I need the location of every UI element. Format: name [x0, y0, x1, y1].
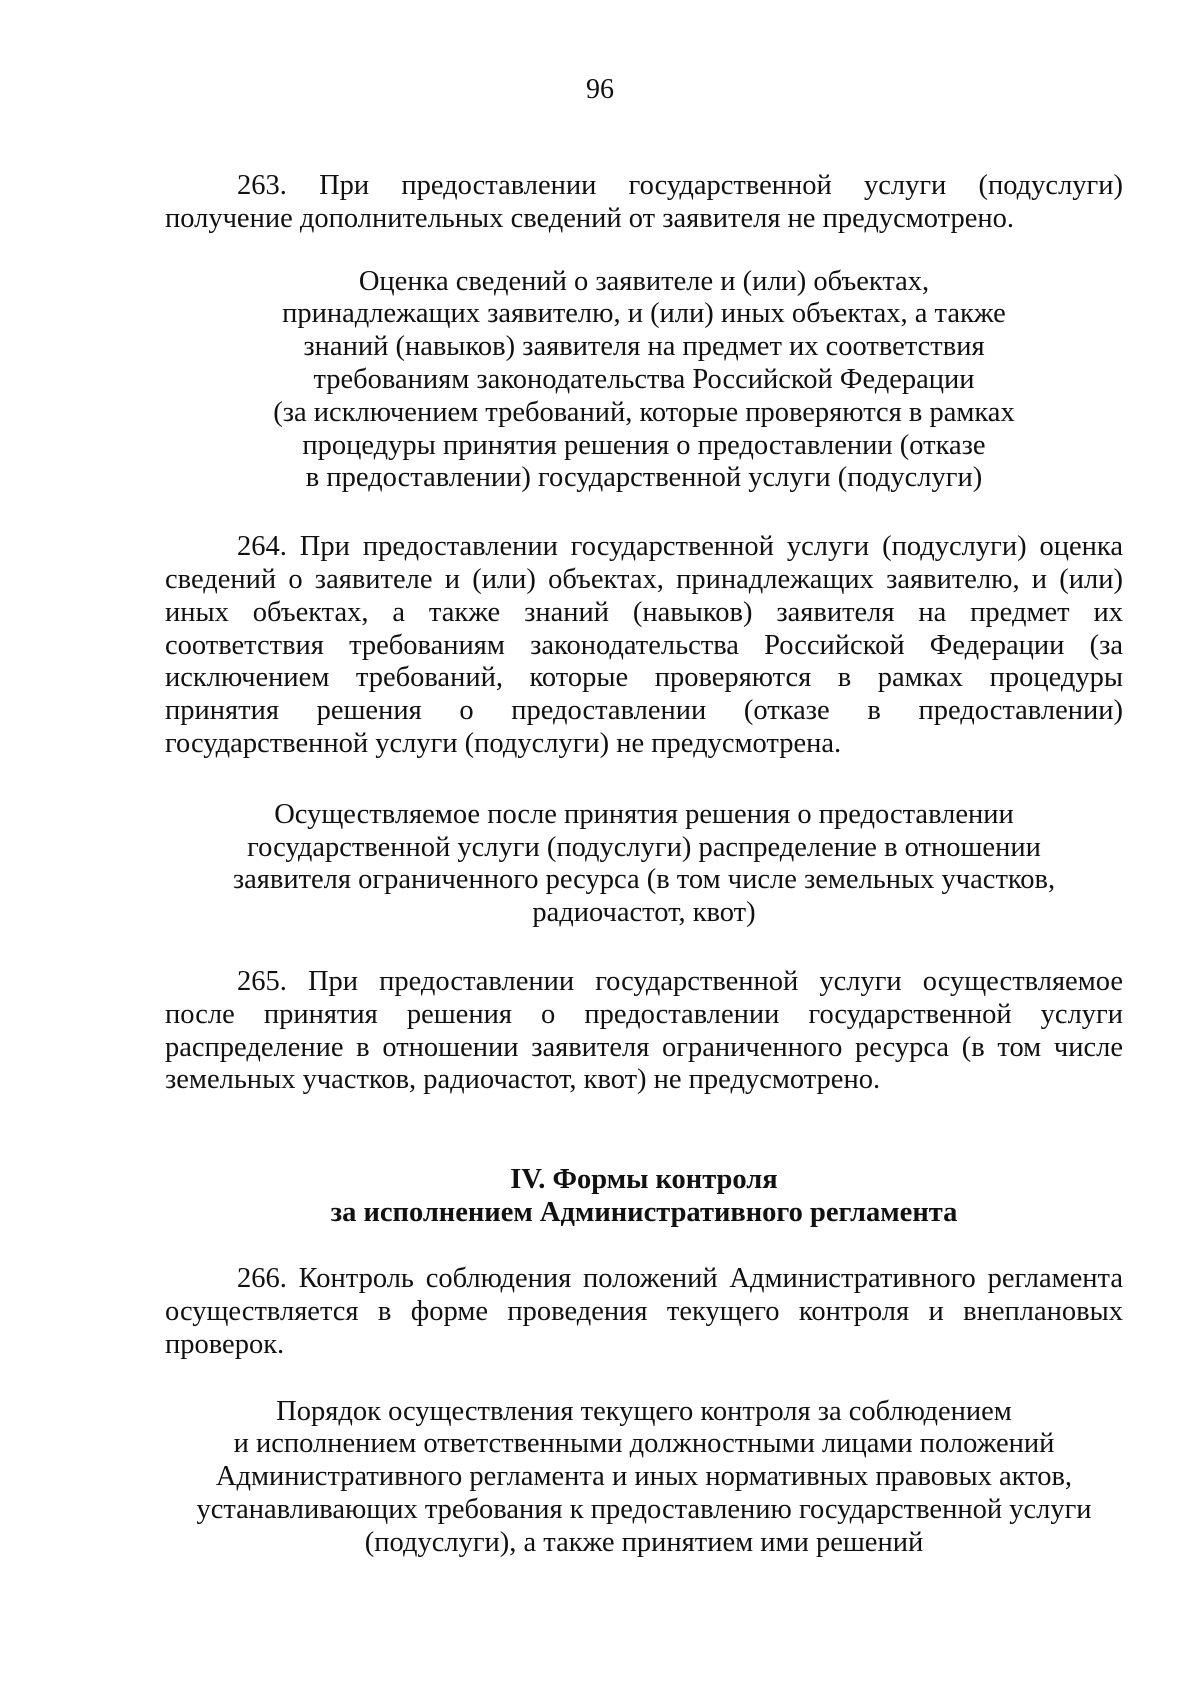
- heading-line: процедуры принятия решения о предоставлении (отказе: [302, 429, 986, 461]
- document-body: [165, 170, 1123, 1560]
- heading-line: Административного регламента и иных нормативных правовых актов,: [215, 1461, 1073, 1493]
- section-title-line: IV. Формы контроля: [510, 1164, 778, 1196]
- heading-control: [165, 1396, 1123, 1560]
- heading-assessment: [165, 266, 1123, 496]
- heading-line: Порядок осуществления текущего контроля за соблюдением: [276, 1395, 1012, 1427]
- paragraph-265: 265. При предоставлении государственной услуги осуществляемое после принятия решения о предоставлении государственной услуги распределение в отношении заявителя ограниченного ресурса (в том числе земельных участков, радиочастот, квот) не предусмотрено.: [165, 965, 1123, 1096]
- heading-line: требованиям законодательства Российской Федерации: [313, 363, 975, 395]
- heading-line: заявителя ограниченного ресурса (в том числе земельных участков,: [232, 864, 1056, 896]
- paragraph-264: 264. При предоставлении государственной услуги (подуслуги) оценка сведений о заявителе и (или) объектах, принадлежащих заявителю, и (или) иных объектах, а также знаний (навыков) заявителя на предмет их соответствия требованиям законодательства Российской Федерации (за исключением требований, которые проверяются в рамках процедуры принятия решения о предоставлении (отказе в предоставлении) государственной услуги (подуслуги) не предусмотрена.: [165, 531, 1123, 759]
- heading-line: государственной услуги (подуслуги) распределение в отношении: [247, 831, 1041, 863]
- page-number: 96: [586, 74, 614, 105]
- section-title-line: за исполнением Административного регламента: [330, 1197, 958, 1229]
- heading-line: принадлежащих заявителю, и (или) иных объектах, а также: [282, 298, 1006, 330]
- heading-line: и исполнением ответственными должностными лицами положений: [233, 1428, 1055, 1460]
- heading-line: (за исключением требований, которые проверяются в рамках: [273, 396, 1015, 428]
- paragraph-263: 263. При предоставлении государственной услуги (подуслуги) получение дополнительных сведений от заявителя не предусмотрено.: [165, 170, 1123, 234]
- heading-line: знаний (навыков) заявителя на предмет их соответствия: [303, 331, 985, 363]
- paragraph-266: 266. Контроль соблюдения положений Административного регламента осуществляется в форме проведения текущего контроля и внеплановых проверок.: [165, 1263, 1123, 1360]
- heading-line: в предоставлении) государственной услуги (подуслуги): [305, 462, 983, 494]
- heading-line: Оценка сведений о заявителе и (или) объектах,: [358, 265, 930, 297]
- heading-line: (подуслуги), а также принятием ими решений: [364, 1526, 924, 1558]
- section-title: [165, 1163, 1123, 1229]
- heading-line: устанавливающих требования к предоставлению государственной услуги: [196, 1493, 1092, 1525]
- heading-resource: [165, 799, 1123, 930]
- heading-line: радиочастот, квот): [532, 897, 756, 929]
- heading-line: Осуществляемое после принятия решения о предоставлении: [274, 798, 1014, 830]
